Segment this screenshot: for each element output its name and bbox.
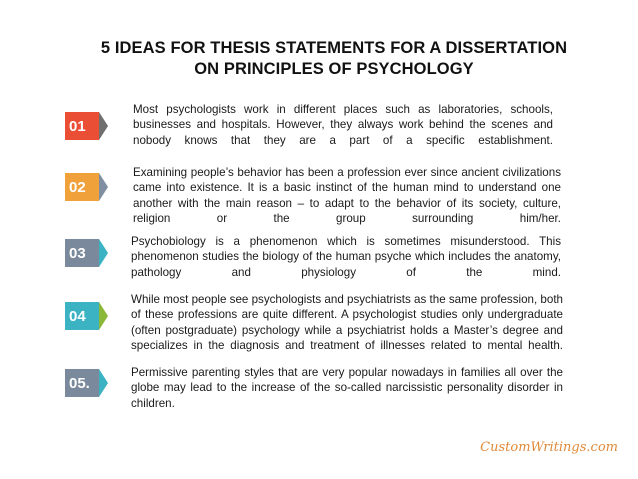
number-badge-3 [65, 239, 86, 267]
badge-arrow-5 [99, 369, 108, 397]
number-badge-5 [65, 369, 90, 397]
badge-number-2: 02 [69, 178, 86, 196]
page-title [60, 38, 608, 80]
idea-text-5: Permissive parenting styles that are very popular nowadays in families all over the globe may lead to the increase of the so-called narcissistic personality disorder in children. [131, 366, 563, 410]
idea-text-1: Most psychologists work in different places such as laboratories, schools, businesses and hospitals. However, they always work behind the scenes and nobody knows that they are a part of a specific establishment. [133, 103, 553, 147]
badge-number-4: 04 [69, 307, 86, 325]
idea-text-4: While most people see psychologists and psychiatrists as the same profession, both of these professions are quite different. A psychologist studies only undergraduate (often postgraduate) psychology while a psychiatrist holds a Master’s degree and specializes in the diagnosis and treatment of illnesses related to mental health. [131, 293, 563, 352]
brand-watermark: CustomWritings.com [480, 440, 618, 455]
title-line-2: ON PRINCIPLES OF PSYCHOLOGY [194, 60, 474, 78]
idea-text-2: Examining people’s behavior has been a profession ever since ancient civilizations came into existence. It is a basic instinct of the human mind to understand one another with the main reason – to adapt to the behavior of its society, culture, religion or the group surrounding him/her. [133, 166, 561, 225]
idea-text-3: Psychobiology is a phenomenon which is sometimes misunderstood. This phenomenon studies the biology of the human psyche which includes the anatomy, pathology and physiology of the mind. [131, 235, 561, 279]
number-badge-1 [65, 112, 86, 140]
badge-number-3: 03 [69, 244, 86, 262]
badge-arrow-2 [99, 173, 108, 201]
badge-arrow-1 [99, 112, 108, 140]
badge-arrow-4 [99, 302, 108, 330]
badge-number-5: 05. [69, 374, 90, 392]
title-line-1: 5 IDEAS FOR THESIS STATEMENTS FOR A DISSERTATION [100, 39, 568, 57]
number-badge-4 [65, 302, 86, 330]
badge-number-1: 01 [69, 117, 86, 135]
badge-arrow-3 [99, 239, 108, 267]
number-badge-2 [65, 173, 86, 201]
